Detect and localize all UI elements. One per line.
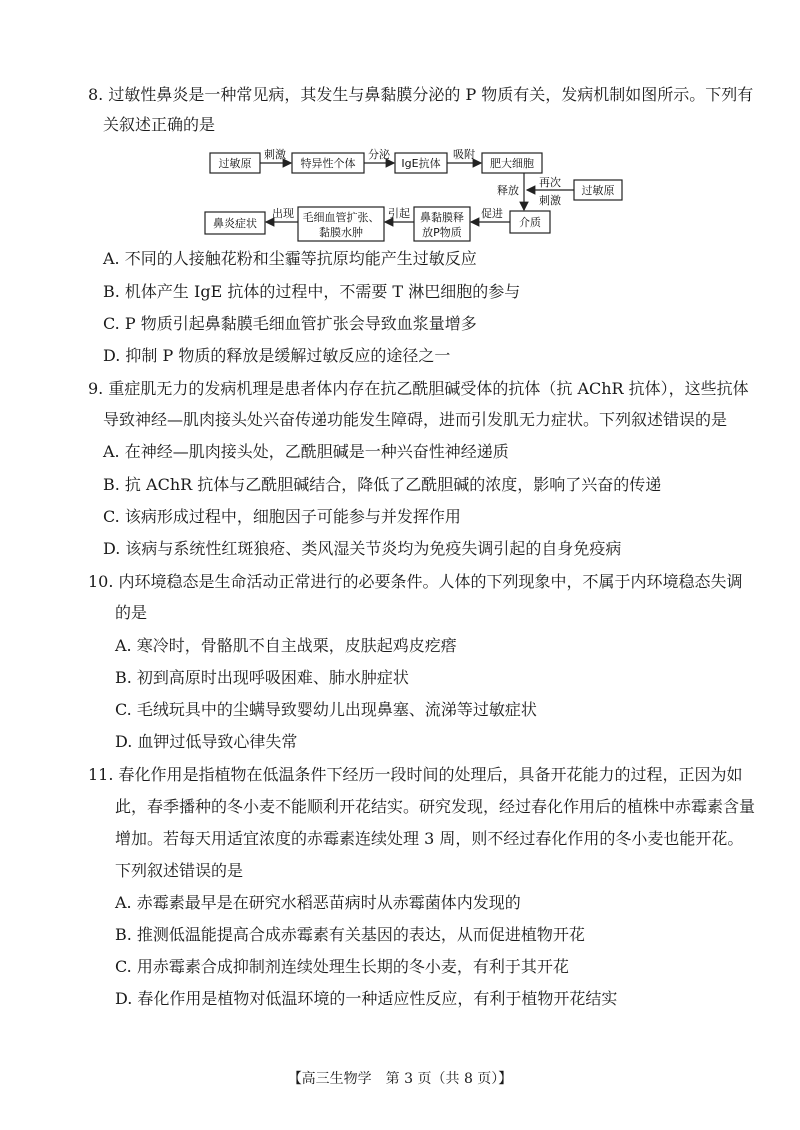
q9-option-d: D. 该病与系统性红斑狼疮、类风湿关节炎均为免疫失调引起的自身免疫病 (103, 539, 622, 558)
q8-option-b: B. 机体产生 IgE 抗体的过程中，不需要 T 淋巴细胞的参与 (103, 282, 521, 301)
label-stimulate-again: 刺激 (539, 194, 561, 207)
q8-option-d: D. 抑制 P 物质的释放是缓解过敏反应的途径之一 (103, 346, 451, 365)
q9-option-a: A. 在神经—肌肉接头处，乙酰胆碱是一种兴奋性神经递质 (103, 442, 509, 461)
box-allergen-again-text: 过敏原 (581, 184, 615, 197)
q8-option-a: A. 不同的人接触花粉和尘霾等抗原均能产生过敏反应 (103, 249, 477, 268)
q11-option-a: A. 赤霉素最早是在研究水稻恶苗病时从赤霉菌体内发现的 (115, 893, 521, 912)
q11-stem-line3: 增加。若每天用适宜浓度的赤霉素连续处理 3 周，则不经过春化作用的冬小麦也能开花。 (115, 829, 744, 848)
q11-option-c: C. 用赤霉素合成抑制剂连续处理生长期的冬小麦，有利于其开花 (115, 957, 569, 976)
box-capillary-text1: 毛细血管扩张、 (302, 211, 380, 224)
q10-stem-line2: 的是 (115, 603, 148, 622)
q10-option-d: D. 血钾过低导致心律失常 (115, 732, 298, 751)
q11-option-d: D. 春化作用是植物对低温环境的一种适应性反应，有利于植物开花结实 (115, 989, 618, 1008)
q10-option-c: C. 毛绒玩具中的尘螨导致婴幼儿出现鼻塞、流涕等过敏症状 (115, 700, 537, 719)
q9-option-b: B. 抗 AChR 抗体与乙酰胆碱结合，降低了乙酰胆碱的浓度，影响了兴奋的传递 (103, 475, 662, 494)
q9-option-c: C. 该病形成过程中，细胞因子可能参与并发挥作用 (103, 507, 461, 526)
q9-stem-line2: 导致神经—肌肉接头处兴奋传递功能发生障碍，进而引发肌无力症状。下列叙述错误的是 (103, 410, 728, 429)
label-appear: 出现 (272, 207, 294, 220)
box-release-p-text1: 鼻黏膜释 (420, 211, 464, 224)
q8-stem-line1: 8. 过敏性鼻炎是一种常见病，其发生与鼻黏膜分泌的 P 物质有关，发病机制如图所示。下列有 (88, 85, 754, 104)
page-footer: 【高三生物学 第 3 页（共 8 页）】 (287, 1071, 513, 1087)
q11-stem-line1: 11. 春化作用是指植物在低温条件下经历一段时间的处理后，具备开花能力的过程，正因为如 (88, 765, 743, 784)
q10-option-a: A. 寒冷时，骨骼肌不自主战栗，皮肤起鸡皮疙瘩 (115, 636, 457, 655)
q11-option-b: B. 推测低温能提高合成赤霉素有关基因的表达，从而促进植物开花 (115, 925, 585, 944)
label-again: 再次 (539, 176, 561, 189)
q11-stem-line4: 下列叙述错误的是 (115, 861, 244, 880)
q10-stem-line1: 10. 内环境稳态是生命活动正常进行的必要条件。人体的下列现象中，不属于内环境稳态失调 (88, 572, 743, 591)
box-allergen-text: 过敏原 (218, 157, 252, 170)
box-ige-antibody-text: IgE抗体 (401, 157, 441, 170)
q8-stem-line2: 关叙述正确的是 (103, 115, 216, 134)
box-release-p-text2: 放P物质 (422, 226, 462, 239)
box-mast-cell-text: 肥大细胞 (490, 157, 534, 170)
label-adsorb: 吸附 (453, 148, 475, 161)
label-release: 释放 (497, 184, 519, 197)
box-specific-individual-text: 特异性个体 (300, 157, 356, 170)
q11-stem-line2: 此，春季播种的冬小麦不能顺利开花结实。研究发现，经过春化作用后的植株中赤霉素含量 (115, 797, 756, 816)
label-stimulate: 刺激 (264, 148, 286, 161)
box-symptom-text: 鼻炎症状 (213, 217, 257, 230)
box-capillary-text2: 黏膜水肿 (319, 226, 363, 239)
label-cause: 引起 (388, 207, 410, 220)
q8-mechanism-diagram (0, 0, 800, 260)
label-secrete: 分泌 (368, 148, 390, 161)
box-mediator-text: 介质 (519, 216, 541, 229)
q10-option-b: B. 初到高原时出现呼吸困难、肺水肿症状 (115, 668, 409, 687)
q8-option-c: C. P 物质引起鼻黏膜毛细血管扩张会导致血浆量增多 (103, 314, 477, 333)
q9-stem-line1: 9. 重症肌无力的发病机理是患者体内存在抗乙酰胆碱受体的抗体（抗 AChR 抗体），这些抗体 (88, 379, 749, 398)
label-promote: 促进 (481, 207, 503, 220)
